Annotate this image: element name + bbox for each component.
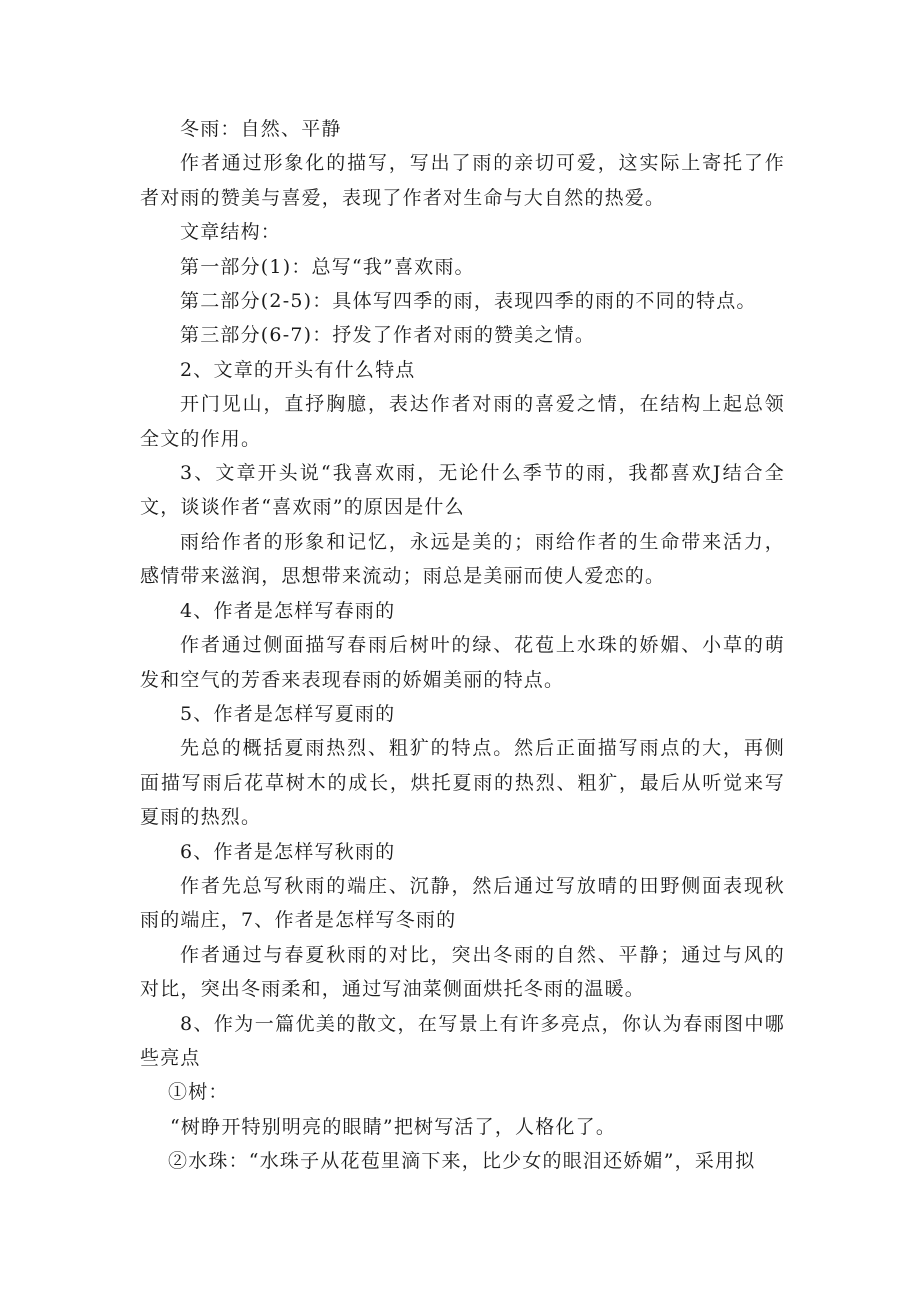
highlight-1-text: “树睁开特别明亮的眼睛”把树写活了，人格化了。: [170, 1115, 617, 1138]
question-5: 5、作者是怎样写夏雨的: [180, 702, 396, 725]
question-2: 2、文章的开头有什么特点: [180, 358, 416, 381]
answer-5: 先总的概括夏雨热烈、粗犷的特点。然后正面描写雨点的大，再侧面描写雨后花草树木的成长，烘托夏雨的热烈、粗犷，最后从听觉来写夏雨的热烈。: [140, 737, 785, 829]
paragraph-part-two: 第二部分(2-5)：具体写四季的雨，表现四季的雨的不同的特点。: [180, 290, 757, 313]
paragraph-part-one: 第一部分(1)：总写“我”喜欢雨。: [180, 255, 475, 278]
paragraph-part-three: 第三部分(6-7)：抒发了作者对雨的赞美之情。: [180, 324, 596, 347]
question-6: 6、作者是怎样写秋雨的: [180, 840, 396, 863]
answer-3: 雨给作者的形象和记忆，永远是美的；雨给作者的生命带来活力，感情带来滋润，思想带来流动；雨总是美丽而使人爱恋的。: [140, 530, 785, 588]
answer-6-question-7: 作者先总写秋雨的端庄、沉静，然后通过写放晴的田野侧面表现秋雨的端庄，7、作者是怎样写冬雨的: [140, 874, 785, 932]
question-4: 4、作者是怎样写春雨的: [180, 599, 396, 622]
answer-4: 作者通过侧面描写春雨后树叶的绿、花苞上水珠的娇媚、小草的萌发和空气的芳香来表现春雨的娇媚美丽的特点。: [140, 634, 785, 691]
paragraph-author-sentiment: 作者通过形象化的描写，写出了雨的亲切可爱，这实际上寄托了作者对雨的赞美与喜爱，表现了作者对生命与大自然的热爱。: [140, 152, 785, 209]
paragraph-structure-heading: 文章结构：: [180, 221, 282, 244]
paragraph-winter-rain: 冬雨：自然、平静: [180, 118, 342, 140]
question-8: 8、作为一篇优美的散文，在写景上有许多亮点，你认为春雨图中哪些亮点: [140, 1012, 785, 1069]
highlight-2-text: ②水珠：“水珠子从花苞里滴下来，比少女的眼泪还娇媚”，采用拟: [168, 1150, 756, 1173]
highlight-1-label: ①树：: [168, 1081, 229, 1104]
document-body: [140, 112, 785, 1179]
answer-7: 作者通过与春夏秋雨的对比，突出冬雨的自然、平静；通过与风的对比，突出冬雨柔和，通过写油菜侧面烘托冬雨的温暖。: [140, 943, 785, 1001]
answer-2: 开门见山，直抒胸臆，表达作者对雨的喜爱之情，在结构上起总领全文的作用。: [140, 393, 785, 450]
question-3: 3、文章开头说“我喜欢雨，无论什么季节的雨，我都喜欢J结合全文，谈谈作者“喜欢雨”的原因是什么: [140, 462, 785, 519]
